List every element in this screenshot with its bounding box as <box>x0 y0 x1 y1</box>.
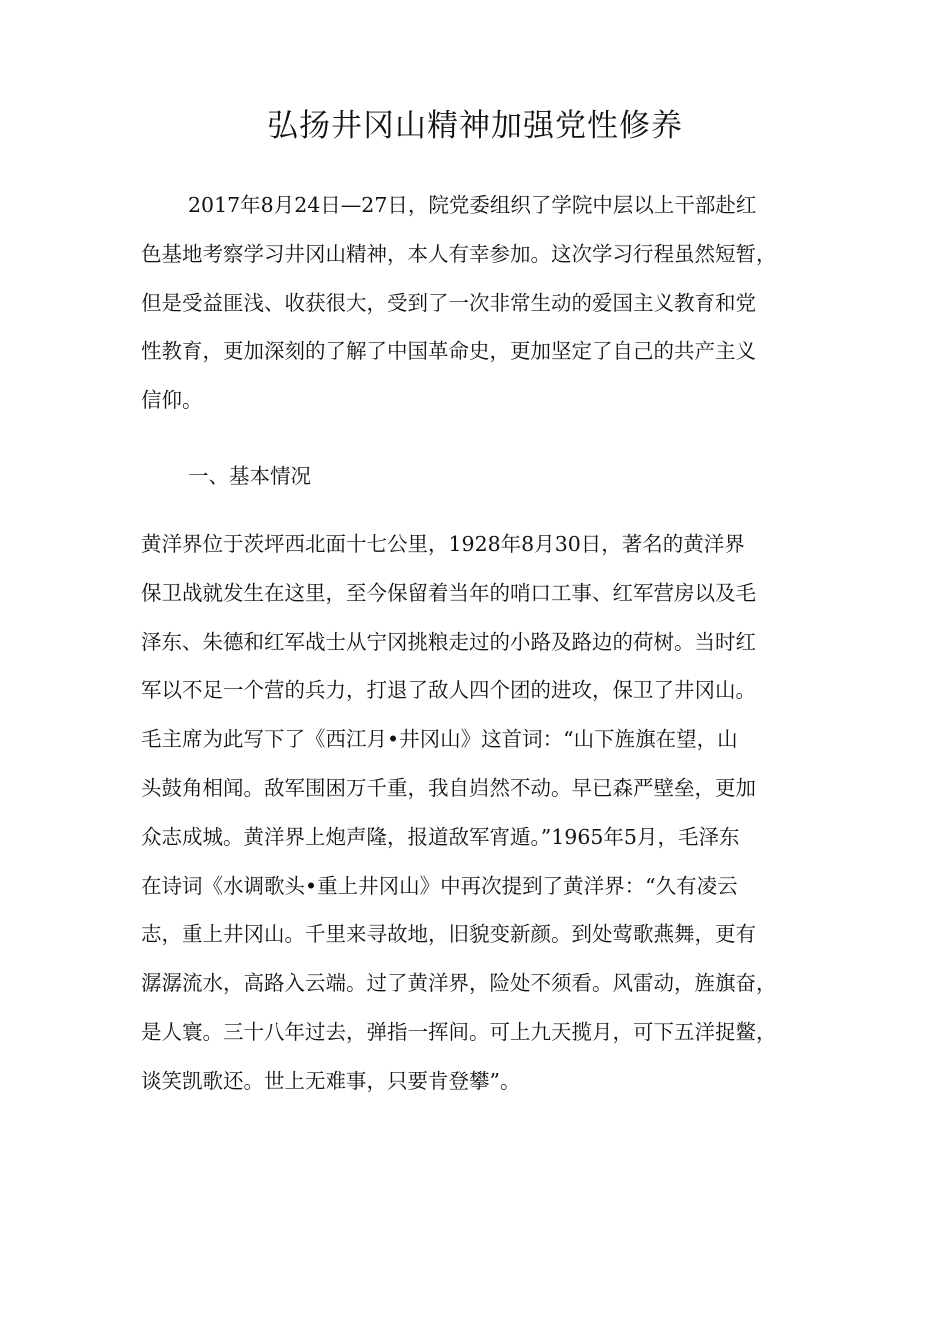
intro-line: 信仰。 <box>141 388 203 413</box>
intro-line: 色基地考察学习井冈山精神，本人有幸参加。这次学习行程虽然短暂， <box>141 241 777 266</box>
main-line: 头鼓角相闻。敌军围困万千重，我自岿然不动。早已森严壁垒，更加 <box>141 775 756 800</box>
main-line: 军以不足一个营的兵力，打退了敌人四个团的进攻，保卫了井冈山。 <box>141 678 756 703</box>
main-line: 泽东、朱德和红军战士从宁冈挑粮走过的小路及路边的荷树。当时红 <box>141 629 756 654</box>
main-line: 是人寰。三十八年过去，弹指一挥间。可上九天揽月，可下五洋捉鳖， <box>141 1019 777 1044</box>
main-paragraph <box>141 520 817 1106</box>
intro-line: 但是受益匪浅、收获很大，受到了一次非常生动的爱国主义教育和党 <box>141 290 756 315</box>
section-heading: 一、基本情况 <box>188 464 311 488</box>
main-line: 黄洋界位于茨坪西北面十七公里，1928年8月30日，著名的黄洋界 <box>141 532 745 556</box>
document-title: 弘扬井冈山精神加强党性修养 <box>267 108 683 144</box>
main-line: 众志成城。黄洋界上炮声隆，报道敌军宵遁。”1965年5月，毛泽东 <box>141 824 740 849</box>
intro-line: 性教育，更加深刻的了解了中国革命史，更加坚定了自己的共产主义 <box>141 339 756 364</box>
main-line: 谈笑凯歌还。世上无难事，只要肯登攀”。 <box>141 1068 521 1093</box>
main-line: 毛主席为此写下了《西江月•井冈山》这首词：“山下旌旗在望，山 <box>141 727 738 752</box>
main-line: 保卫战就发生在这里，至今保留着当年的哨口工事、红军营房以及毛 <box>141 580 756 605</box>
main-line: 在诗词《水调歌头•重上井冈山》中再次提到了黄洋界：“久有凌云 <box>141 873 738 898</box>
intro-line: 2017年8月24日—27日，院党委组织了学院中层以上干部赴红 <box>188 193 757 217</box>
main-line: 潺潺流水，高路入云端。过了黄洋界，险处不须看。风雷动，旌旗奋， <box>141 971 777 996</box>
main-line: 志，重上井冈山。千里来寻故地，旧貌变新颜。到处莺歌燕舞，更有 <box>141 922 756 947</box>
intro-paragraph <box>141 181 817 425</box>
